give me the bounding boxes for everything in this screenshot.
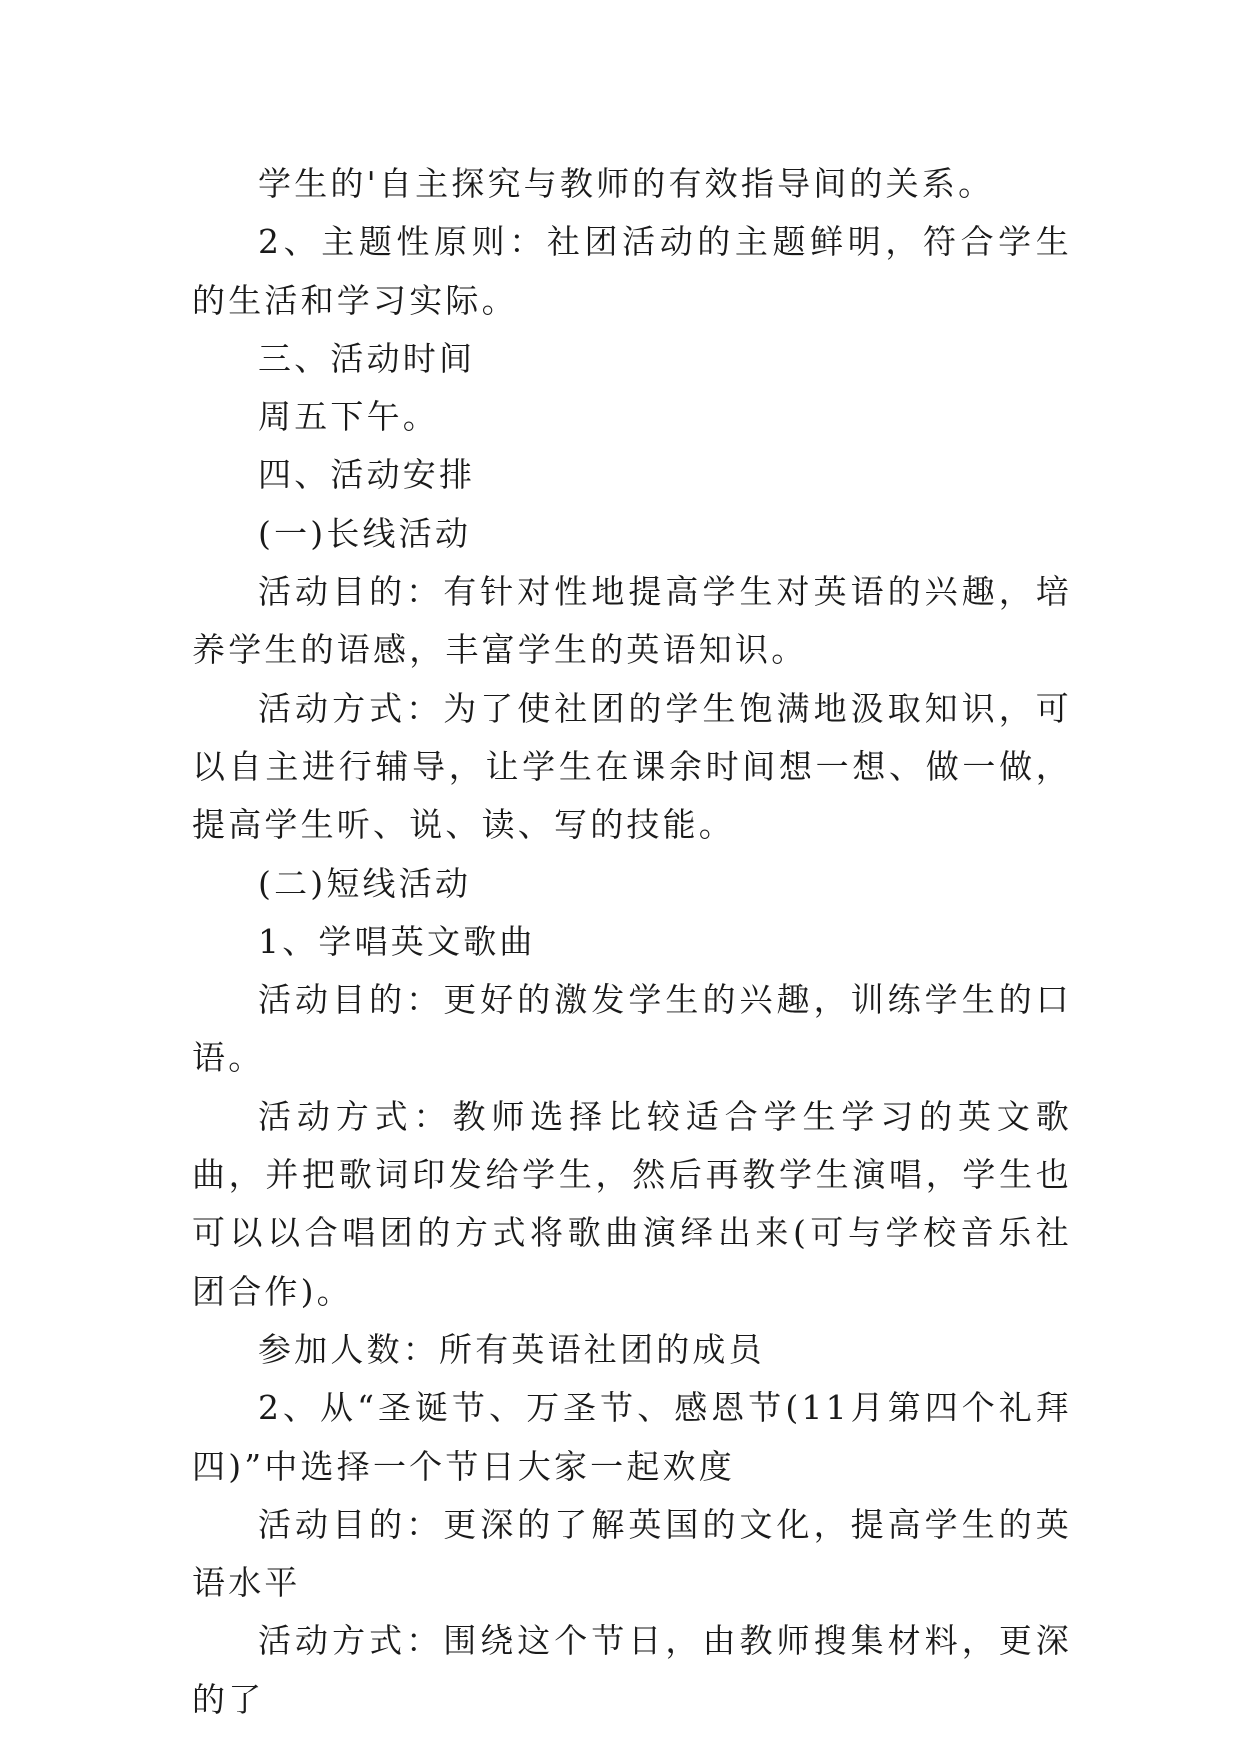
paragraph: 周五下午。 [258,397,439,437]
paragraph: 活动方式：围绕这个节日，由教师搜集材料，更深的了 [192,1621,1072,1719]
paragraph: 活动目的：更好的激发学生的兴趣，训练学生的口语。 [192,980,1072,1078]
subsection-heading: (二)短线活动 [258,863,472,903]
document-body [192,155,1072,1729]
section-heading: 三、活动时间 [258,338,476,378]
paragraph: 活动方式：教师选择比较适合学生学习的英文歌曲，并把歌词印发给学生，然后再教学生演唱，学生也可以以合唱团的方式将歌曲演绎出来(可与学校音乐社团合作)。 [192,1096,1072,1311]
paragraph: 活动目的：有针对性地提高学生对英语的兴趣，培养学生的语感，丰富学生的英语知识。 [192,572,1072,670]
subsection-heading: (一)长线活动 [258,513,472,553]
item-heading: 2、从“圣诞节、万圣节、感恩节(11月第四个礼拜四)”中选择一个节日大家一起欢度 [192,1388,1072,1486]
paragraph: 学生的'自主探究与教师的有效指导间的关系。 [258,164,995,203]
paragraph: 2、主题性原则：社团活动的主题鲜明，符合学生的生活和学习实际。 [192,222,1072,320]
paragraph: 活动目的：更深的了解英国的文化，提高学生的英语水平 [192,1504,1072,1603]
paragraph: 参加人数：所有英语社团的成员 [258,1329,765,1369]
section-heading: 四、活动安排 [258,455,476,495]
paragraph: 活动方式：为了使社团的学生饱满地汲取知识，可以自主进行辅导，让学生在课余时间想一想、做一做，提高学生听、说、读、写的技能。 [192,688,1072,845]
item-heading: 1、学唱英文歌曲 [258,921,536,961]
